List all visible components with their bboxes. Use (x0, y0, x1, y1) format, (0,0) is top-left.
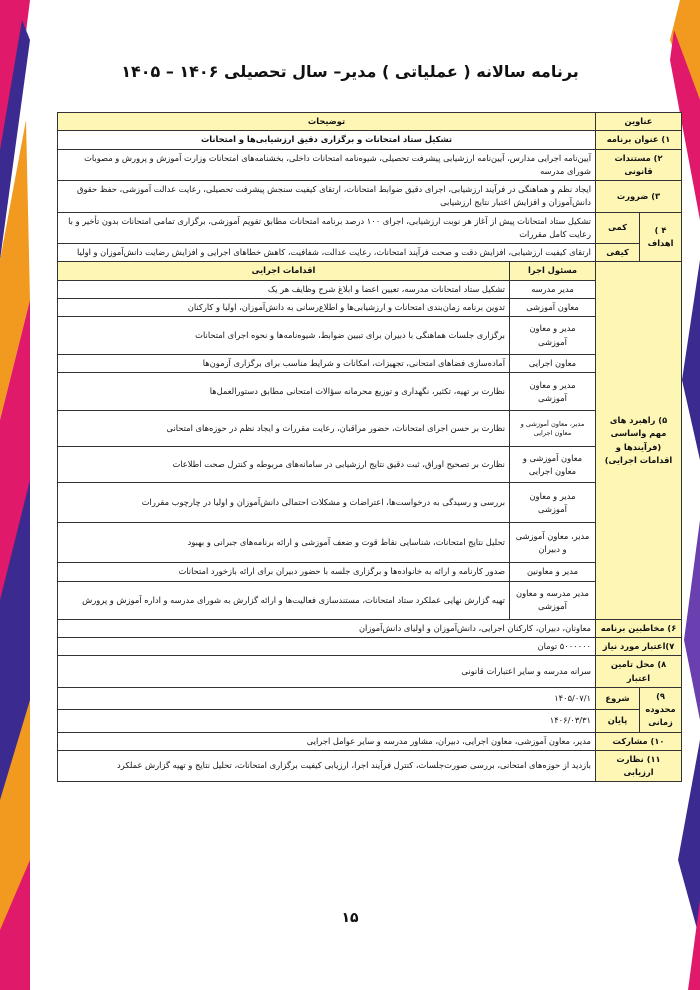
timeframe-label: ۹) محدوده زمانی (640, 687, 682, 732)
table-row (58, 280, 682, 298)
budget-label: ۷)اعتبار مورد نیاز (596, 637, 682, 655)
end-date: ۱۴۰۶/۰۳/۳۱ (58, 710, 596, 732)
responsible-cell: مدیر و معاون آموزشی (510, 483, 596, 523)
strategies-header-row (58, 262, 682, 280)
program-name-row (58, 131, 682, 149)
responsible-cell: معاون اجرایی (510, 355, 596, 373)
necessity-label: ۳) ضرورت (596, 181, 682, 213)
goals-label (640, 212, 682, 262)
table-row (58, 483, 682, 523)
goals-qualitative-row (58, 244, 682, 262)
participation-value: مدیر، معاون آموزشی، معاون اجرایی، دبیران، مشاور مدرسه و سایر عوامل اجرایی (58, 732, 596, 750)
quantitative-goals: تشکیل ستاد امتحانات پیش از آغاز هر نوبت ارزشیابی، اجرای ۱۰۰ درصد برنامه امتحانات مطابق تقویم آموزشی، برگزاری تمامی امتحانات بدون تأخیر و با رعایت کامل مقررات (58, 212, 596, 244)
responsible-cell: مدیر مدرسه و معاون آموزشی (510, 581, 596, 619)
audience-row (58, 619, 682, 637)
table-row (58, 298, 682, 316)
start-label: شروع (596, 687, 640, 709)
action-cell: نظارت بر تصحیح اوراق، ثبت دقیق نتایج ارزشیابی در سامانه‌های مربوطه و کنترل صحت اطلاعات (58, 447, 510, 483)
qualitative-goals: ارتقای کیفیت ارزشیابی، افزایش دقت و صحت فرآیند امتحانات، رعایت عدالت، شفافیت، کاهش خطاهای اجرایی و افزایش رضایت دانش‌آموزان و اولیا (58, 244, 596, 262)
action-cell: تشکیل ستاد امتحانات مدرسه، تعیین اعضا و ابلاغ شرح وظایف هر یک (58, 280, 510, 298)
timeframe-end-row (58, 710, 682, 732)
program-table (57, 112, 682, 782)
supervision-row (58, 750, 682, 782)
responsible-cell: مدیر و معاون آموزشی (510, 317, 596, 355)
table-row (58, 373, 682, 411)
funding-row (58, 656, 682, 688)
goals-number: ۴ ) (654, 224, 667, 235)
responsible-cell: مدیر مدرسه (510, 280, 596, 298)
action-cell: بررسی و رسیدگی به درخواست‌ها، اعتراضات و مشکلات احتمالی دانش‌آموزان و اولیا در چارچوب مقررات (58, 483, 510, 523)
left-decorative-border (0, 0, 30, 990)
action-cell: آماده‌سازی فضاهای امتحانی، تجهیزات، امکانات و شرایط مناسب برای برگزاری آزمون‌ها (58, 355, 510, 373)
responsible-cell: مدیر و معاون آموزشی (510, 373, 596, 411)
table-row (58, 563, 682, 581)
action-cell: برگزاری جلسات هماهنگی با دبیران برای تبیین ضوابط، شیوه‌نامه‌ها و نحوه اجرای امتحانات (58, 317, 510, 355)
table-row (58, 317, 682, 355)
table-header-row (58, 113, 682, 131)
budget-value: ۵۰۰۰۰۰۰ تومان (58, 637, 596, 655)
action-cell: تهیه گزارش نهایی عملکرد ستاد امتحانات، مستندسازی فعالیت‌ها و ارائه گزارش به شورای مدرسه و اداره آموزش و پرورش (58, 581, 510, 619)
supervision-value: بازدید از حوزه‌های امتحانی، بررسی صورت‌جلسات، کنترل فرآیند اجرا، ارزیابی کیفیت برگزاری امتحانات، تحلیل نتایج و تهیه گزارش عملکرد (58, 750, 596, 782)
action-cell: تدوین برنامه زمان‌بندی امتحانات و ارزشیابی‌ها و اطلاع‌رسانی به دانش‌آموزان، اولیا و کارکنان (58, 298, 510, 316)
participation-label: ۱۰) مشارکت (596, 732, 682, 750)
program-name-label: ۱) عنوان برنامه (596, 131, 682, 149)
table-row (58, 581, 682, 619)
funding-label: ۸) محل تامین اعتبار (596, 656, 682, 688)
document-page (30, 0, 677, 990)
necessity-value: ایجاد نظم و هماهنگی در فرآیند ارزشیابی، اجرای دقیق ضوابط امتحانات، ارتقای کیفیت سنجش پیشرفت تحصیلی، رعایت عدالت آموزشی، حفظ حقوق دانش‌آموزان و افزایش اعتبار نتایج ارزشیابی (58, 181, 596, 213)
start-date: ۱۴۰۵/۰۷/۱ (58, 687, 596, 709)
table-row (58, 411, 682, 447)
participation-row (58, 732, 682, 750)
qualitative-label: کیفی (596, 244, 640, 262)
program-name-value: تشکیل ستاد امتحانات و برگزاری دقیق ارزشیابی‌ها و امتحانات (58, 131, 596, 149)
responsible-cell: معاون آموزشی و معاون اجرایی (510, 447, 596, 483)
audience-value: معاونان، دبیران، کارکنان اجرایی، دانش‌آموزان و اولیای دانش‌آموزان (58, 619, 596, 637)
actions-header: اقدامات اجرایی (58, 262, 510, 280)
page-title: برنامه سالانه ( عملیاتی ) مدیر– سال تحصیلی ۱۴۰۶ – ۱۴۰۵ (121, 62, 579, 81)
responsible-cell: مدیر و معاونین (510, 563, 596, 581)
end-label: پایان (596, 710, 640, 732)
goals-title: اهداف (647, 237, 674, 248)
action-cell: تحلیل نتایج امتحانات، شناسایی نقاط قوت و ضعف آموزشی و ارائه برنامه‌های جبرانی و بهبود (58, 523, 510, 563)
table-row (58, 355, 682, 373)
table-row (58, 447, 682, 483)
budget-row (58, 637, 682, 655)
titles-header: عناوین (596, 113, 682, 131)
action-cell: صدور کارنامه و ارائه به خانواده‌ها و برگزاری جلسه با حضور دبیران برای ارائه بازخورد امتحانات (58, 563, 510, 581)
responsible-cell: مدیر، معاون آموزشی و دبیران (510, 523, 596, 563)
action-cell: نظارت بر تهیه، تکثیر، نگهداری و توزیع محرمانه سؤالات امتحانی مطابق دستورالعمل‌ها (58, 373, 510, 411)
strategies-label: ۵) راهبرد های مهم واساسی (فرآیندها و اقدامات اجرایی) (596, 262, 682, 619)
funding-value: سرانه مدرسه و سایر اعتبارات قانونی (58, 656, 596, 688)
table-row (58, 523, 682, 563)
legal-docs-row (58, 149, 682, 181)
responsible-header: مسئول اجرا (510, 262, 596, 280)
page-number: ۱۵ (341, 910, 359, 926)
timeframe-start-row (58, 687, 682, 709)
responsible-cell: معاون آموزشی (510, 298, 596, 316)
responsible-cell: مدیر، معاون آموزشی و معاون اجرایی (510, 411, 596, 447)
necessity-row (58, 181, 682, 213)
legal-docs-label: ۲) مستندات قانونی (596, 149, 682, 181)
description-header: توضیحات (58, 113, 596, 131)
action-cell: نظارت بر حسن اجرای امتحانات، حضور مراقبان، رعایت مقررات و ایجاد نظم در حوزه‌های امتحانی (58, 411, 510, 447)
goals-quantitative-row (58, 212, 682, 244)
supervision-label: ۱۱) نظارت ارزیابی (596, 750, 682, 782)
audience-label: ۶) مخاطبین برنامه (596, 619, 682, 637)
legal-docs-value: آیین‌نامه اجرایی مدارس، آیین‌نامه ارزشیابی پیشرفت تحصیلی، شیوه‌نامه امتحانات داخلی، بخشنامه‌های امتحانات وزارت آموزش و پرورش و مصوبات شورای مدرسه (58, 149, 596, 181)
quantitative-label: کمی (596, 212, 640, 244)
